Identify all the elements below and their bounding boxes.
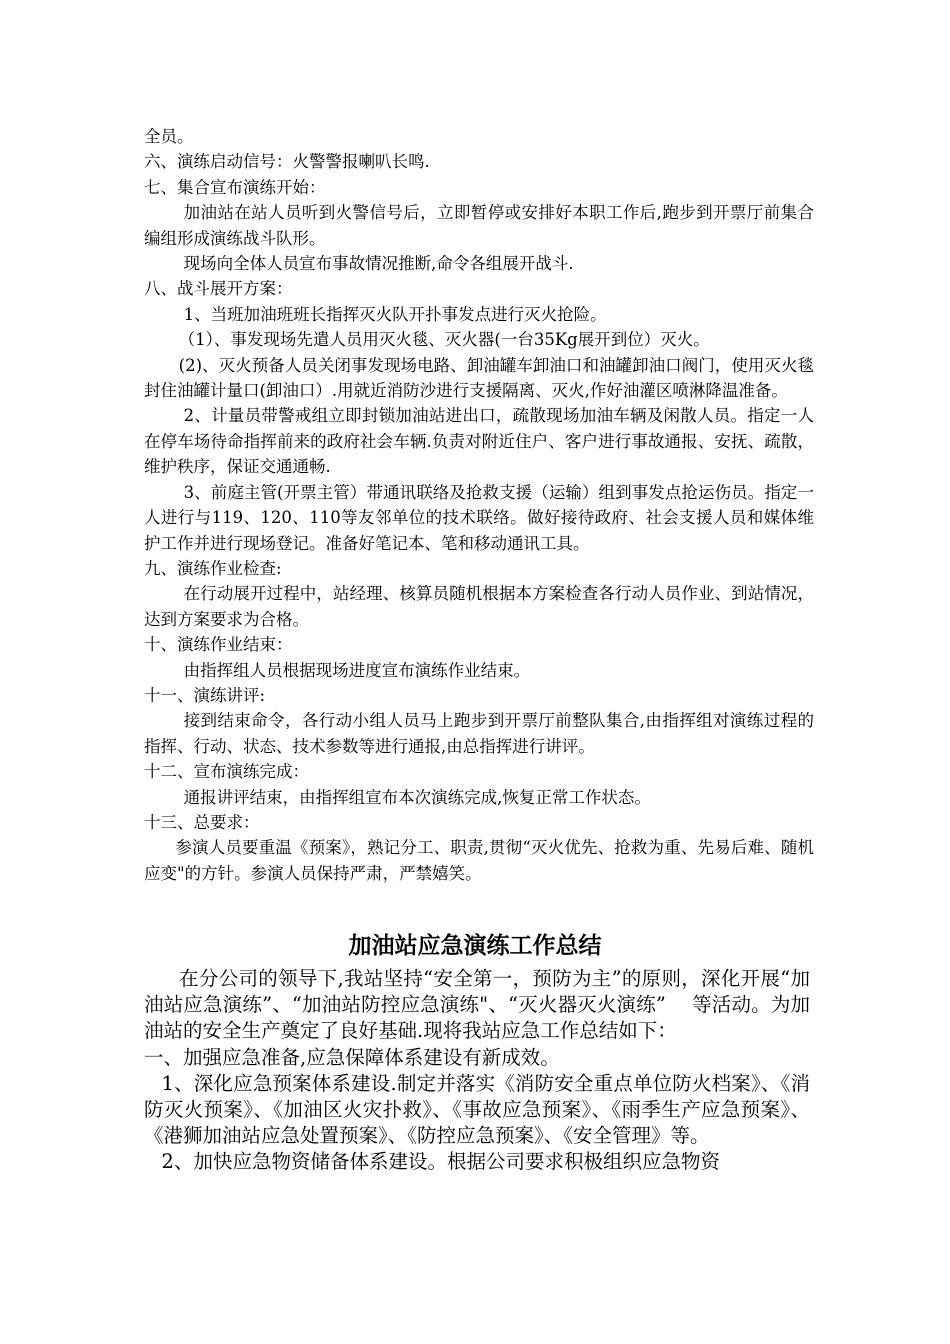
paragraph: 通报讲评结束，由指挥组宣布本次演练完成,恢复正常工作状态。 [183, 787, 651, 807]
paragraph: 2、计量员带警戒组立即封锁加油站进出口，疏散现场加油车辆及闲散人员。指定一人在停车场待命指挥前来的政府社会车辆.负责对附近住户、客户进行事故通报、安抚、疏散，维护秩序，保证交通通畅. [144, 406, 814, 477]
paragraph: 一、加强应急准备,应急保障体系建设有新成效。 [144, 1045, 560, 1069]
drill-plan-continuation [144, 124, 814, 886]
paragraph: (2)、灭火预备人员关闭事发现场电路、卸油罐车卸油口和油罐卸油口阀门，使用灭火毯封住油罐计量口(卸油口）.用就近消防沙进行支援隔离、灭火,作好油灌区喷淋降温准备。 [144, 355, 814, 401]
paragraph: 1、当班加油班班长指挥灭火队开扑事发点进行灭火抢险。 [183, 304, 607, 324]
paragraph: 全员。 [144, 127, 194, 146]
paragraph: 十三、总要求： [144, 812, 260, 832]
paragraph: 3、前庭主管(开票主管）带通讯联络及抢救支援（运输）组到事发点抢运伤员。指定一人进行与119、120、110等友邻单位的技术联络。做好接待政府、社会支援人员和媒体维护工作并进行现场登记。准备好笔记本、笔和移动通讯工具。 [144, 482, 814, 553]
summary-body [144, 966, 810, 1176]
paragraph: 参演人员要重温《预案》，熟记分工、职责,贯彻“灭火优先、抢救为重、先易后难、随机应变"的方针。参演人员保持严肃，严禁嬉笑。 [144, 838, 814, 883]
paragraph: 现场向全体人员宣布事故情况推断,命令各组展开战斗. [183, 254, 574, 274]
paragraph: 七、集合宣布演练开始： [144, 177, 326, 197]
paragraph: 在分公司的领导下,我站坚持“安全第一，预防为主”的原则，深化开展“加油站应急演练”、“加油站防控应急演练"、“灭火器灭火演练” 等活动。为加油站的安全生产奠定了良好基础.现将我站应急工作总结如下： [144, 967, 810, 1043]
paragraph: 加油站在站人员听到火警信号后，立即暂停或安排好本职工作后,跑步到开票厅前集合编组形成演练战斗队形。 [144, 203, 814, 248]
paragraph: 十二、宣布演练完成： [144, 762, 309, 782]
paragraph: 十、演练作业结束： [144, 635, 293, 655]
paragraph: 在行动展开过程中，站经理、核算员随机根据本方案检查各行动人员作业、到站情况，达到方案要求为合格。 [144, 584, 814, 629]
paragraph: 1、深化应急预案体系建设.制定并落实《消防安全重点单位防火档案》、《消防灭火预案》、《加油区火灾扑救》、《事故应急预案》、《雨季生产应急预案》、《港狮加油站应急处置预案》、《防控应急预案》、《安全管理》等。 [144, 1071, 810, 1148]
paragraph: （1）、事发现场先遣人员用灭火毯、灭火器(一台35Kg展开到位）灭火。 [178, 330, 710, 350]
page-title: 加油站应急演练工作总结 [348, 932, 602, 959]
paragraph: 六、演练启动信号：火警警报喇叭长鸣. [144, 152, 430, 172]
paragraph: 九、演练作业检查: [144, 558, 282, 578]
paragraph: 十一、演练讲评: [144, 685, 266, 705]
paragraph: 由指挥组人员根据现场进度宣布演练作业结束。 [183, 660, 531, 680]
paragraph: 2、加快应急物资储备体系建设。根据公司要求积极组织应急物资 [161, 1150, 720, 1174]
paragraph: 八、战斗展开方案： [144, 279, 293, 299]
paragraph: 接到结束命令，各行动小组人员马上跑步到开票厅前整队集合,由指挥组对演练过程的指挥、行动、状态、技术参数等进行通报,由总指挥进行讲评。 [144, 711, 814, 756]
